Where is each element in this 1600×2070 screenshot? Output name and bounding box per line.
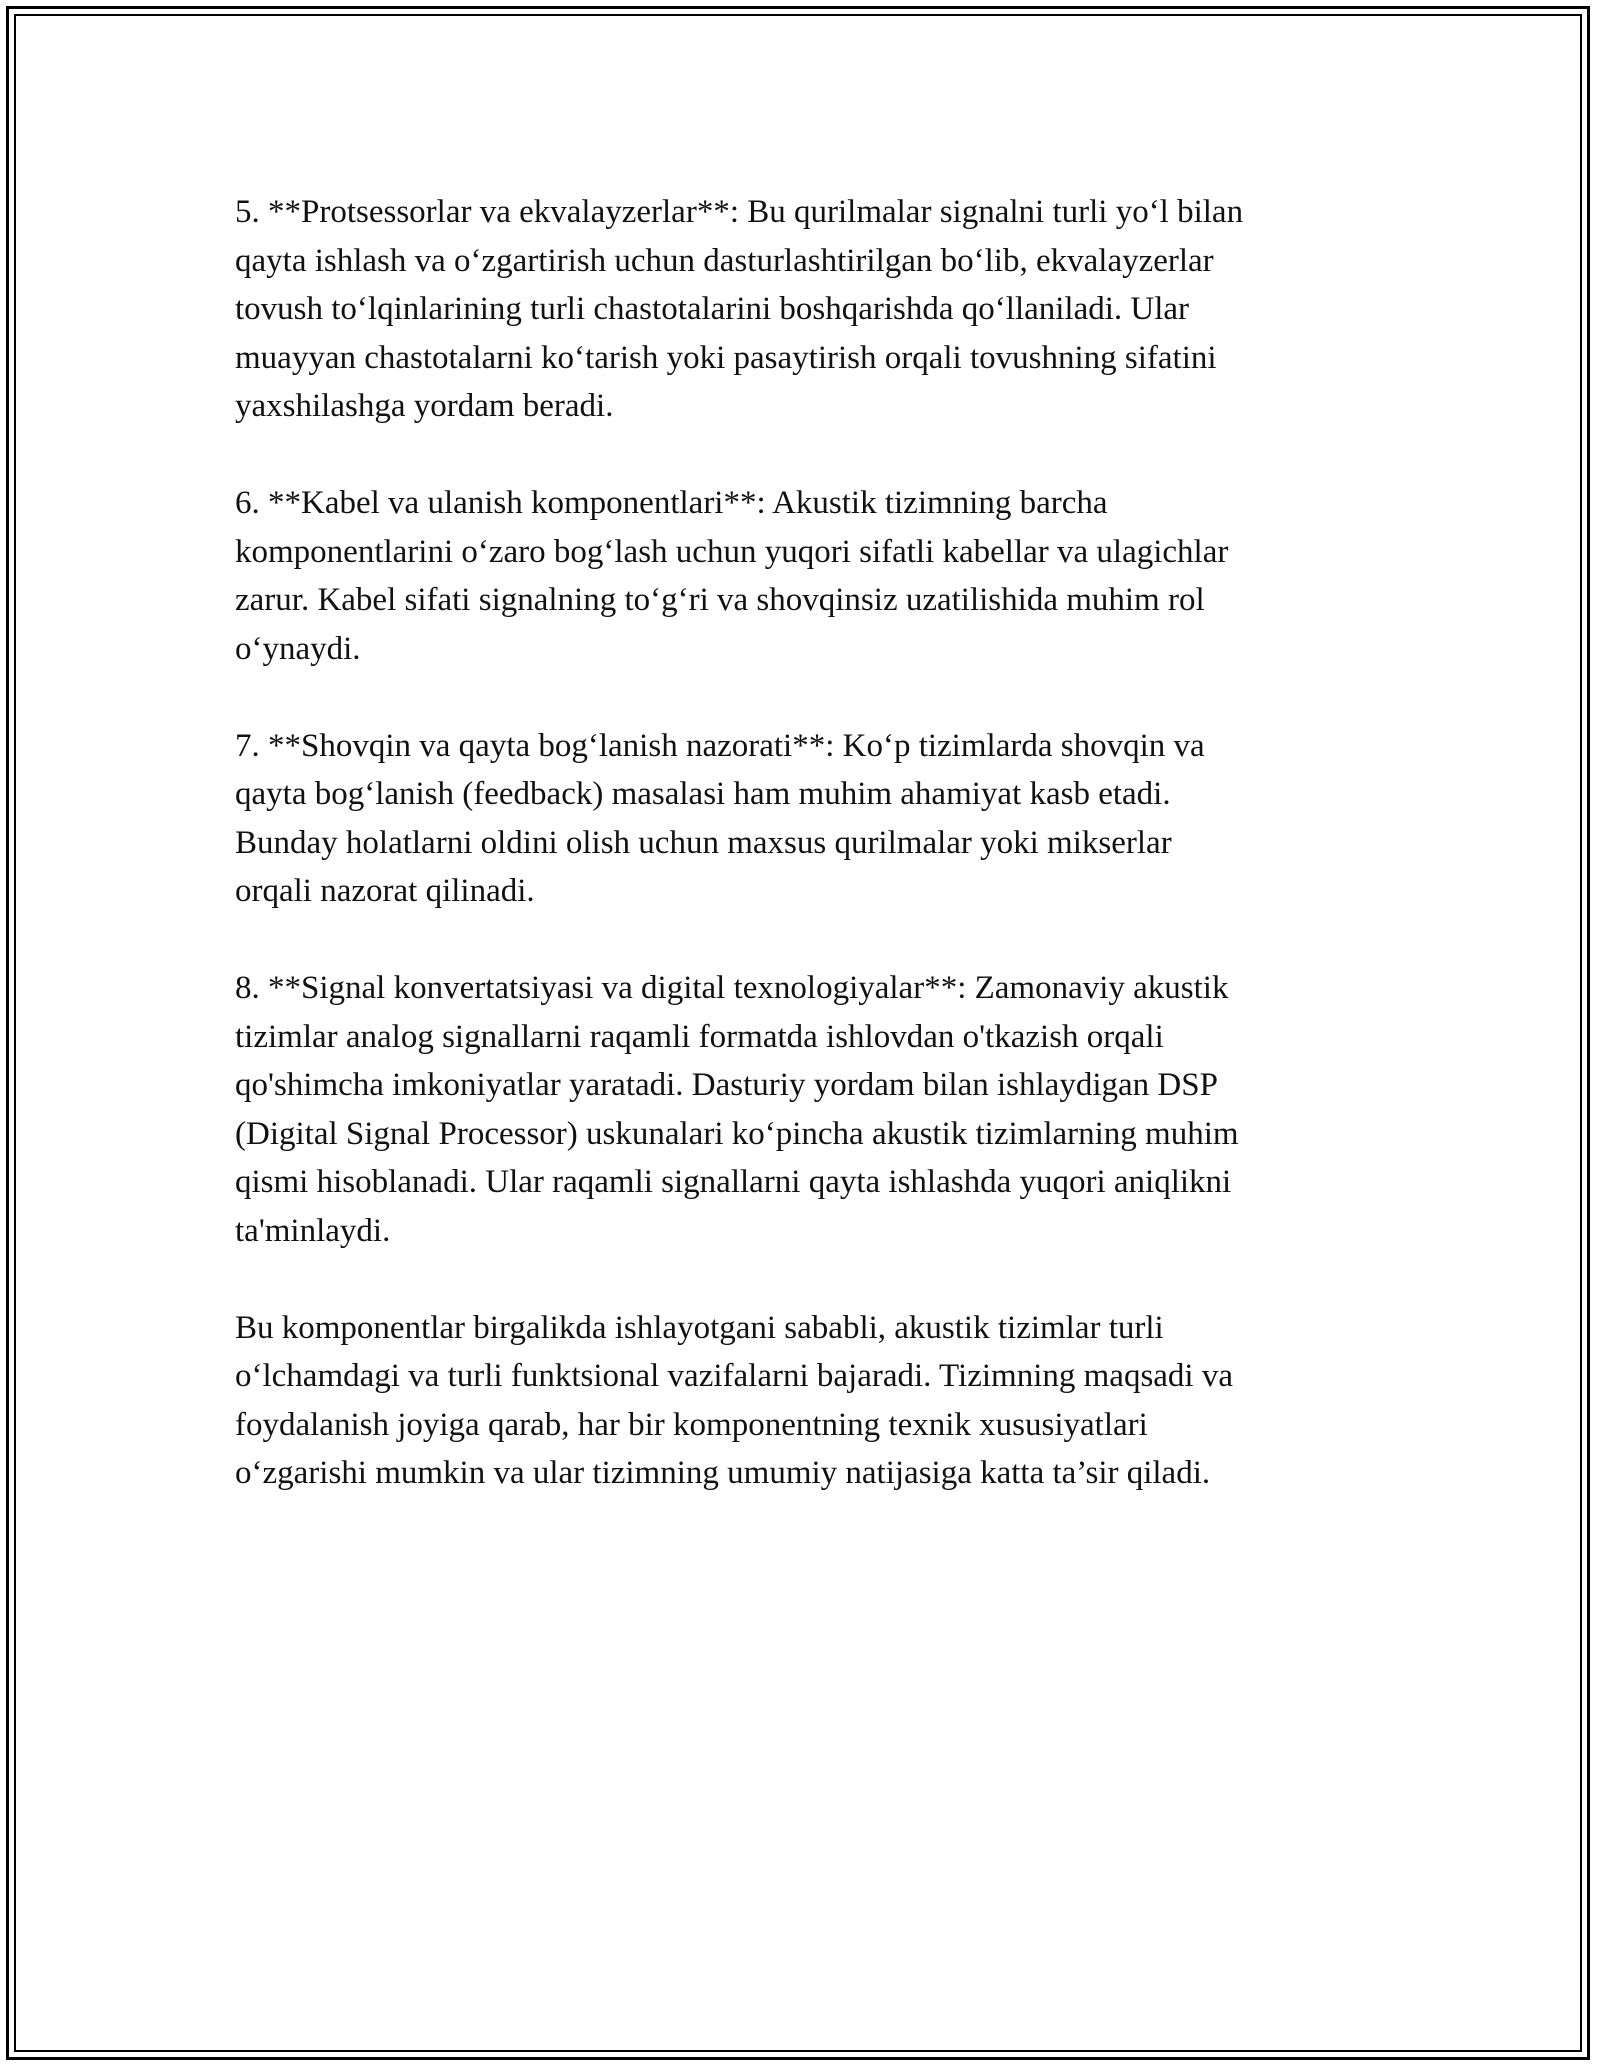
text-line: yaxshilashga yordam beradi. bbox=[235, 388, 614, 424]
text-line: (Digital Signal Processor) uskunalari ko‘pincha akustik tizimlarning muhim bbox=[235, 1115, 1239, 1152]
paragraph-signal-conversion bbox=[235, 964, 1365, 1255]
text-line: Bu komponentlar birgalikda ishlayotgani sababli, akustik tizimlar turli bbox=[235, 1309, 1164, 1346]
text-line: orqali nazorat qilinadi. bbox=[235, 873, 535, 909]
text-line: 6. **Kabel va ulanish komponentlari**: Akustik tizimning barcha bbox=[235, 485, 1108, 521]
text-line: o‘lchamdagi va turli funktsional vazifalarni bajaradi. Tizimning maqsadi va bbox=[235, 1358, 1233, 1394]
text-line: zarur. Kabel sifati signalning to‘g‘ri va shovqinsiz uzatilishida muhim rol bbox=[235, 582, 1205, 618]
text-line: o‘zgarishi mumkin va ular tizimning umumiy natijasiga katta ta’sir qiladi. bbox=[235, 1455, 1211, 1491]
text-line: qo'shimcha imkoniyatlar yaratadi. Dasturiy yordam bilan ishlaydigan DSP bbox=[235, 1067, 1218, 1103]
text-line: qismi hisoblanadi. Ular raqamli signallarni qayta ishlashda yuqori aniqlikni bbox=[235, 1164, 1232, 1200]
text-line: 7. **Shovqin va qayta bog‘lanish nazorati**: Ko‘p tizimlarda shovqin va bbox=[235, 727, 1205, 764]
text-line: qayta bog‘lanish (feedback) masalasi ham muhim ahamiyat kasb etadi. bbox=[235, 776, 1171, 812]
text-line: tovush to‘lqinlarining turli chastotalarini boshqarishda qo‘llaniladi. Ular bbox=[235, 291, 1190, 327]
text-line: tizimlar analog signallarni raqamli formatda ishlovdan o'tkazish orqali bbox=[235, 1018, 1164, 1055]
paragraph-noise-feedback bbox=[235, 722, 1365, 916]
text-line: qayta ishlash va o‘zgartirish uchun dasturlashtirilgan bo‘lib, ekvalayzerlar bbox=[235, 242, 1214, 279]
text-line: 5. **Protsessorlar va ekvalayzerlar**: Bu qurilmalar signalni turli yo‘l bilan bbox=[235, 194, 1244, 230]
text-line: 8. **Signal konvertatsiyasi va digital texnologiyalar**: Zamonaviy akustik bbox=[235, 970, 1229, 1006]
text-line: muayyan chastotalarni ko‘tarish yoki pasaytirish orqali tovushning sifatini bbox=[235, 339, 1217, 376]
text-line: komponentlarini o‘zaro bog‘lash uchun yuqori sifatli kabellar va ulagichlar bbox=[235, 533, 1229, 570]
paragraph-conclusion bbox=[235, 1304, 1365, 1498]
paragraph-processors-equalizers bbox=[235, 188, 1365, 431]
text-line: ta'minlaydi. bbox=[235, 1212, 391, 1249]
text-line: Bunday holatlarni oldini olish uchun maxsus qurilmalar yoki mikserlar bbox=[235, 824, 1172, 861]
text-line: o‘ynaydi. bbox=[235, 630, 361, 667]
text-line: foydalanish joyiga qarab, har bir komponentning texnik xususiyatlari bbox=[235, 1406, 1148, 1443]
document-body bbox=[235, 188, 1365, 1546]
paragraph-cables-connectors bbox=[235, 479, 1365, 673]
